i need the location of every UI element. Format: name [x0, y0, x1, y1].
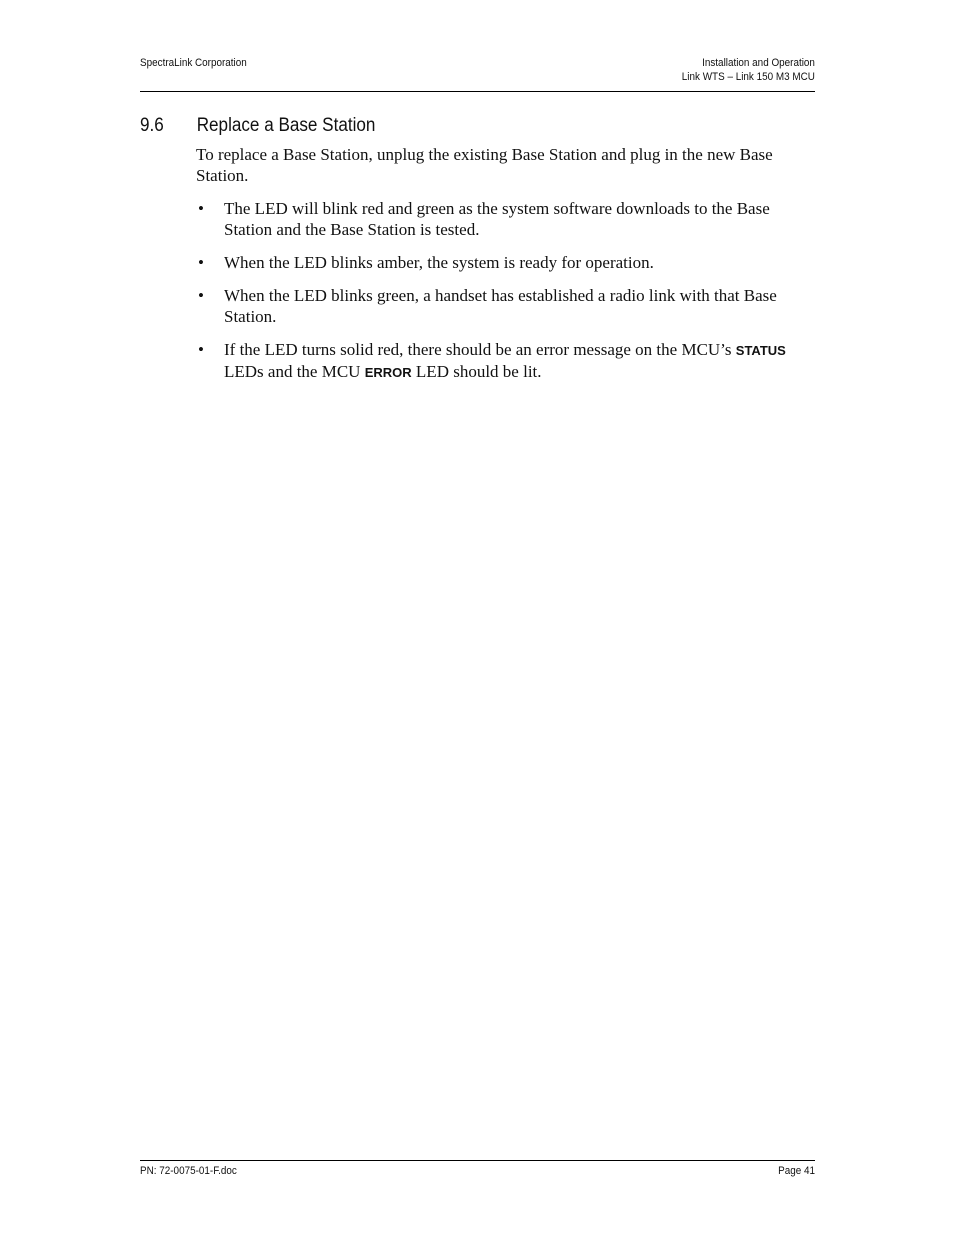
page-footer: [140, 1160, 815, 1177]
section-body: [196, 144, 818, 395]
header-company: SpectraLink Corporation: [140, 57, 247, 69]
bullet-icon: •: [198, 340, 204, 359]
list-item: [196, 339, 818, 383]
bullet-icon: •: [198, 253, 204, 272]
list-item: [196, 285, 818, 327]
page-header: [140, 55, 815, 92]
error-label: ERROR: [364, 365, 412, 380]
bullet-text: When the LED blinks green, a handset has established a radio link with that Base Station.: [224, 286, 777, 326]
header-doc-title: [682, 56, 815, 84]
bullet-list: [196, 198, 818, 383]
section-title: Replace a Base Station: [196, 115, 376, 136]
bullet-text-part1: If the LED turns solid red, there should be an error message on the MCU’s: [224, 340, 736, 359]
bullet-icon: •: [198, 286, 204, 305]
bullet-text: The LED will blink red and green as the system software downloads to the Base Station and the Base Station is tested.: [224, 199, 770, 239]
bullet-text-part3: LED should be lit.: [411, 362, 542, 381]
status-label: STATUS: [735, 343, 786, 358]
header-doc-title-line2: Link WTS – Link 150 M3 MCU: [681, 71, 815, 83]
footer-page-number: Page 41: [778, 1165, 815, 1177]
bullet-icon: •: [198, 199, 204, 218]
section-number: 9.6: [140, 115, 164, 136]
header-doc-title-line1: Installation and Operation: [702, 57, 815, 69]
intro-paragraph: To replace a Base Station, unplug the existing Base Station and plug in the new Base Station.: [196, 145, 773, 185]
bullet-text: When the LED blinks amber, the system is ready for operation.: [224, 253, 654, 272]
bullet-text: [224, 340, 786, 381]
list-item: [196, 252, 818, 273]
section-heading: [140, 115, 375, 137]
footer-part-number: PN: 72-0075-01-F.doc: [140, 1165, 237, 1177]
bullet-text-part2: LEDs and the MCU: [224, 362, 365, 381]
list-item: [196, 198, 818, 240]
